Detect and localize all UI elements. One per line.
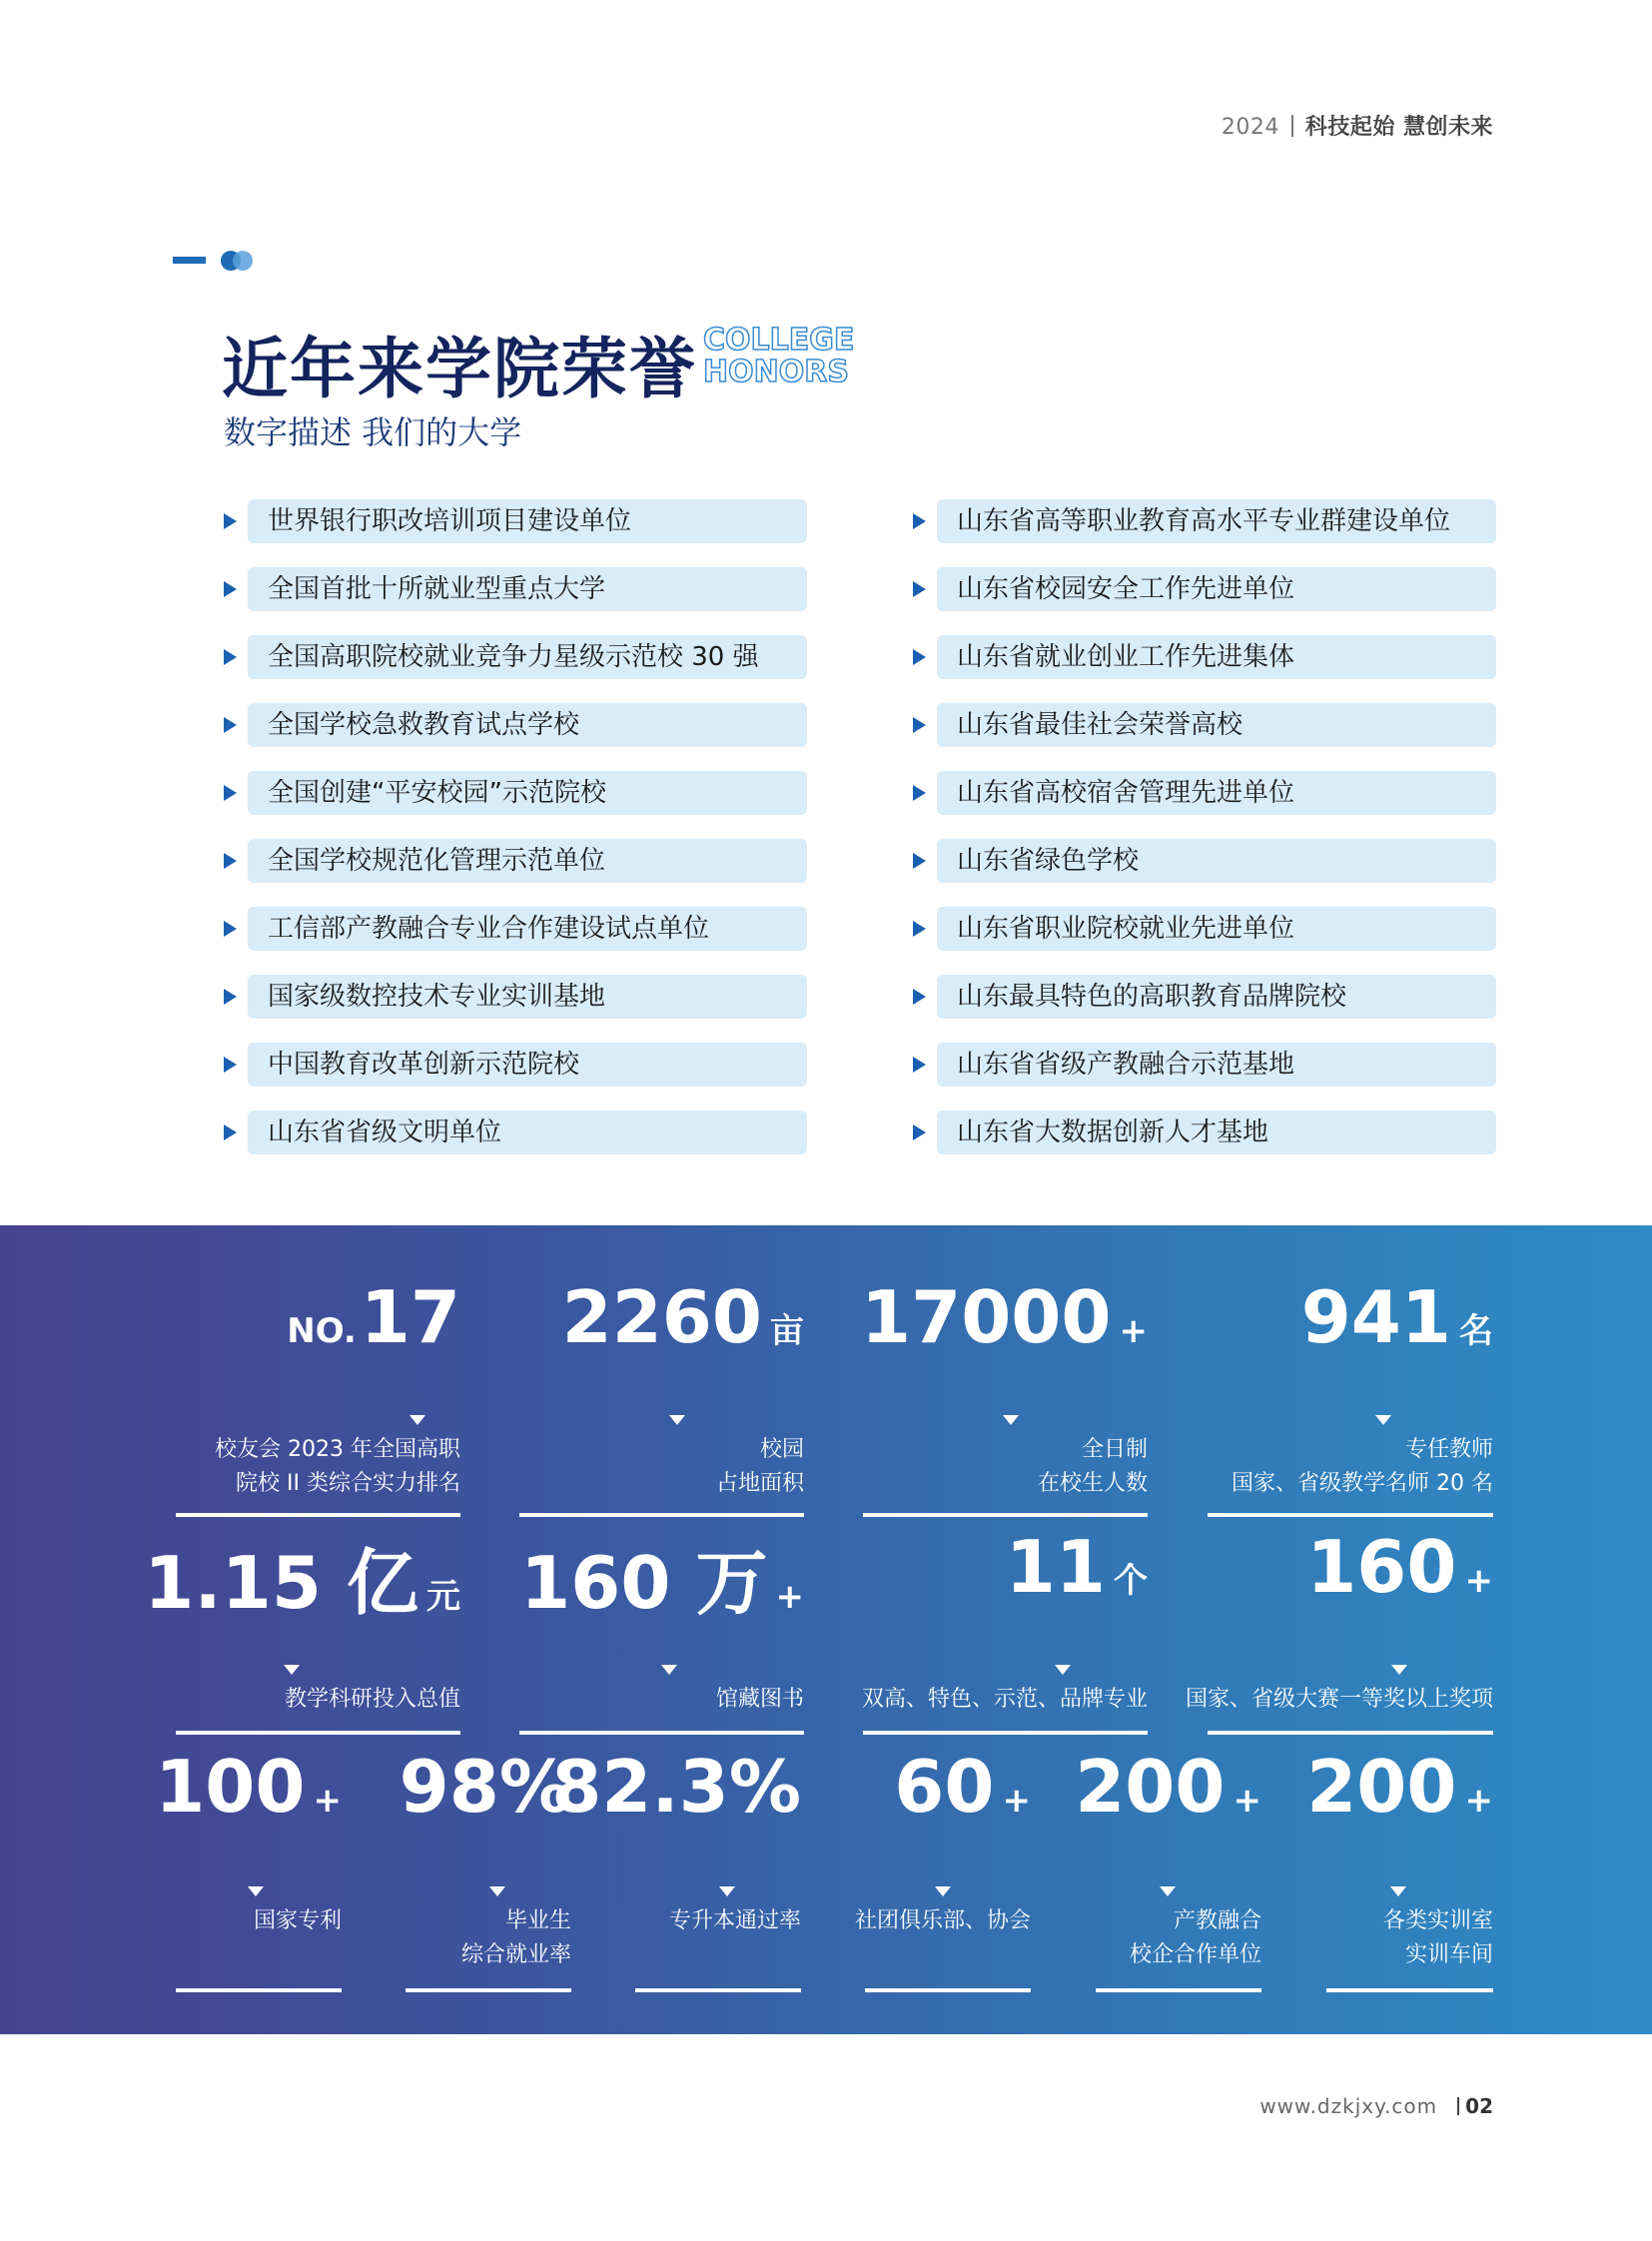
bullet-triangle-icon [913, 921, 926, 937]
section-title: 近年来学院荣誉 [222, 331, 697, 407]
stat-label-line: 专任教师 [1404, 1437, 1493, 1462]
bullet-triangle-icon [913, 785, 926, 801]
section-title-english [703, 325, 854, 388]
bullet-triangle-icon [224, 717, 237, 733]
honor-text: 山东最具特色的高职教育品牌院校 [937, 975, 1496, 1019]
stat-label [461, 1904, 571, 1972]
caret-down-icon [248, 1886, 264, 1896]
stat-label [669, 1904, 801, 1938]
stat-value: 160 万 [520, 1541, 768, 1625]
stat-unit: 亩 [770, 1311, 804, 1351]
stat-label [215, 1433, 460, 1501]
stat-item [519, 1525, 804, 1725]
honor-item [911, 1043, 1470, 1087]
stat-label-line: 实训车间 [1404, 1942, 1493, 1967]
honor-text: 全国高职院校就业竞争力星级示范校 30 强 [248, 635, 807, 679]
stat-label [1383, 1904, 1493, 1972]
honor-text: 全国学校规范化管理示范单位 [248, 839, 807, 883]
stat-underline [863, 1731, 1148, 1735]
honor-text: 山东省省级文明单位 [248, 1111, 807, 1154]
honor-text: 山东省职业院校就业先进单位 [937, 907, 1496, 951]
stat-item [519, 1275, 804, 1525]
stat-unit: + [1119, 1311, 1148, 1351]
honor-text: 山东省校园安全工作先进单位 [937, 567, 1496, 611]
stat-prefix: NO. [287, 1311, 357, 1351]
footer-website: www.dzkjxy.com [1259, 2094, 1438, 2118]
stat-label-line: 各类实训室 [1382, 1908, 1493, 1933]
stats-panel [0, 1225, 1652, 2034]
stat-value: 2260 [561, 1275, 762, 1359]
stat-unit: 名 [1459, 1311, 1493, 1351]
bullet-triangle-icon [224, 989, 237, 1005]
stat-label [716, 1683, 804, 1717]
stat-underline [865, 1988, 1031, 1992]
honor-item [222, 499, 781, 543]
stat-label-line: 校园 [759, 1437, 804, 1462]
honor-text: 山东省最佳社会荣誉高校 [937, 703, 1496, 747]
stat-underline [1096, 1988, 1261, 1992]
stat-underline [519, 1513, 804, 1517]
bullet-triangle-icon [913, 581, 926, 597]
stat-item [863, 1275, 1148, 1525]
honor-item [222, 907, 781, 951]
caret-down-icon [410, 1415, 425, 1425]
stat-unit: + [1002, 1781, 1031, 1821]
honor-item [222, 975, 781, 1019]
stat-label-line: 校友会 2023 年全国高职 [215, 1437, 460, 1462]
honor-item [222, 635, 781, 679]
caret-down-icon [489, 1886, 505, 1896]
title-en-line2: HONORS [703, 355, 849, 389]
stat-underline [1208, 1731, 1493, 1735]
stat-item [155, 1745, 342, 1994]
stat-underline [176, 1988, 342, 1992]
honor-item [911, 703, 1470, 747]
honor-item [222, 839, 781, 883]
caret-down-icon [1160, 1886, 1176, 1896]
honor-item [222, 567, 781, 611]
bullet-triangle-icon [224, 1057, 237, 1073]
stat-value: 11 [1005, 1525, 1106, 1609]
honor-text: 世界银行职改培训项目建设单位 [248, 499, 807, 543]
stat-label-line: 在校生人数 [1037, 1471, 1148, 1496]
caret-down-icon [719, 1886, 735, 1896]
footer-separator [1457, 2097, 1459, 2115]
stat-value: 200 [1075, 1745, 1226, 1829]
stat-label [1232, 1433, 1493, 1501]
stat-item [863, 1525, 1148, 1725]
caret-down-icon [1055, 1665, 1071, 1675]
honor-text: 全国创建“平安校园”示范院校 [248, 771, 807, 815]
honor-text: 山东省就业创业工作先进集体 [937, 635, 1496, 679]
stat-label [1130, 1904, 1261, 1972]
stat-item [1075, 1745, 1261, 1994]
stat-unit: + [1464, 1561, 1493, 1601]
stat-unit: + [775, 1577, 804, 1617]
stat-label-line: 专升本通过率 [668, 1908, 801, 1933]
stat-label-line: 产教融合 [1173, 1908, 1261, 1933]
stat-item [1306, 1745, 1493, 1994]
honor-item [222, 1043, 781, 1087]
honor-text: 山东省大数据创新人才基地 [937, 1111, 1496, 1154]
honor-text: 工信部产教融合专业合作建设试点单位 [248, 907, 807, 951]
stat-value: 100 [155, 1745, 306, 1829]
stat-label [862, 1683, 1148, 1717]
stat-item [1185, 1525, 1493, 1725]
honor-item [911, 635, 1470, 679]
stat-unit: + [313, 1781, 342, 1821]
stat-label [1038, 1433, 1148, 1501]
stat-item [399, 1745, 571, 1994]
stat-underline [1326, 1988, 1493, 1992]
honor-text: 山东省高校宿舍管理先进单位 [937, 771, 1496, 815]
section-subtitle: 数字描述 我们的大学 [224, 413, 522, 451]
honor-text: 中国教育改革创新示范院校 [248, 1043, 807, 1087]
bullet-triangle-icon [913, 853, 926, 869]
stat-value: 200 [1306, 1745, 1457, 1829]
honor-item [911, 907, 1470, 951]
stat-underline [635, 1988, 801, 1992]
honor-item [222, 1111, 781, 1154]
stat-label [1186, 1683, 1493, 1717]
title-en-line1: COLLEGE [703, 323, 855, 358]
stat-unit: + [1233, 1781, 1261, 1821]
bullet-triangle-icon [224, 853, 237, 869]
honor-item [222, 703, 781, 747]
bullet-triangle-icon [913, 1057, 926, 1073]
caret-down-icon [669, 1415, 685, 1425]
stat-label-line: 全日制 [1081, 1437, 1148, 1462]
bullet-triangle-icon [913, 989, 926, 1005]
header-year: 2024 [1221, 115, 1279, 140]
caret-down-icon [1391, 1665, 1407, 1675]
stat-label [254, 1904, 342, 1938]
stat-label [285, 1683, 460, 1717]
stat-item [144, 1525, 460, 1725]
stat-value: 60 [894, 1745, 995, 1829]
honor-text: 全国学校急救教育试点学校 [248, 703, 807, 747]
stat-label-line: 教学科研投入总值 [284, 1687, 460, 1712]
caret-down-icon [661, 1665, 677, 1675]
stat-label-line: 占地面积 [715, 1471, 804, 1496]
stat-label-line: 综合就业率 [460, 1942, 571, 1967]
stat-underline [406, 1988, 571, 1992]
stat-underline [863, 1513, 1148, 1517]
honor-item [911, 499, 1470, 543]
stat-value: 1.15 亿 [144, 1541, 418, 1625]
caret-down-icon [935, 1886, 951, 1896]
bullet-triangle-icon [224, 1124, 237, 1140]
bullet-triangle-icon [913, 1124, 926, 1140]
page-footer [1259, 2094, 1493, 2118]
bullet-triangle-icon [913, 717, 926, 733]
caret-down-icon [1375, 1415, 1391, 1425]
header-separator [1291, 115, 1293, 137]
stat-label-line: 国家专利 [253, 1908, 342, 1933]
bullet-triangle-icon [224, 649, 237, 665]
stat-unit: 个 [1114, 1561, 1148, 1601]
stat-label-line: 院校 II 类综合实力排名 [236, 1471, 460, 1496]
stat-value: 17000 [861, 1275, 1112, 1359]
honor-text: 国家级数控技术专业实训基地 [248, 975, 807, 1019]
honor-text: 山东省省级产教融合示范基地 [937, 1043, 1496, 1087]
bullet-triangle-icon [913, 649, 926, 665]
honors-list-right [911, 499, 1470, 1178]
stat-value: 941 [1300, 1275, 1451, 1359]
stat-underline [519, 1731, 804, 1735]
honor-item [911, 975, 1470, 1019]
stat-value: 160 [1306, 1525, 1457, 1609]
honor-text: 山东省高等职业教育高水平专业群建设单位 [937, 499, 1496, 543]
stat-value: 17 [360, 1275, 460, 1359]
stat-label-line: 校企合作单位 [1129, 1942, 1261, 1967]
page-number: 02 [1465, 2094, 1493, 2118]
bullet-triangle-icon [913, 513, 926, 529]
honor-item [911, 771, 1470, 815]
honor-item [911, 1111, 1470, 1154]
stat-label-line: 毕业生 [504, 1908, 571, 1933]
stat-unit: 元 [426, 1577, 460, 1617]
honors-list-left [222, 499, 781, 1178]
page-header [1222, 110, 1493, 141]
stat-value: 98% [399, 1745, 571, 1829]
stat-label-line: 国家、省级大赛一等奖以上奖项 [1185, 1687, 1493, 1712]
honor-item [222, 771, 781, 815]
stat-item [176, 1275, 460, 1525]
stat-underline [176, 1731, 460, 1735]
stat-label-line: 社团俱乐部、协会 [854, 1908, 1031, 1933]
honor-item [911, 567, 1470, 611]
bullet-triangle-icon [224, 921, 237, 937]
caret-down-icon [284, 1665, 300, 1675]
bullet-triangle-icon [224, 513, 237, 529]
caret-down-icon [1390, 1886, 1406, 1896]
stat-item [551, 1745, 801, 1994]
stat-label-line: 双高、特色、示范、品牌专业 [861, 1687, 1148, 1712]
stat-underline [176, 1513, 460, 1517]
honor-text: 全国首批十所就业型重点大学 [248, 567, 807, 611]
stat-label-line: 馆藏图书 [715, 1687, 804, 1712]
stat-label [716, 1433, 804, 1501]
stat-unit: + [1464, 1781, 1493, 1821]
bullet-triangle-icon [224, 785, 237, 801]
header-slogan: 科技起始 慧创未来 [1304, 115, 1493, 140]
stat-label-line: 国家、省级教学名师 20 名 [1232, 1471, 1493, 1496]
stat-label [855, 1904, 1031, 1938]
bullet-triangle-icon [224, 581, 237, 597]
caret-down-icon [1003, 1415, 1019, 1425]
stat-value: 82.3% [551, 1745, 801, 1829]
stat-item [854, 1745, 1031, 1994]
stat-item [1208, 1275, 1493, 1525]
honor-item [911, 839, 1470, 883]
honor-text: 山东省绿色学校 [937, 839, 1496, 883]
stat-underline [1208, 1513, 1493, 1517]
